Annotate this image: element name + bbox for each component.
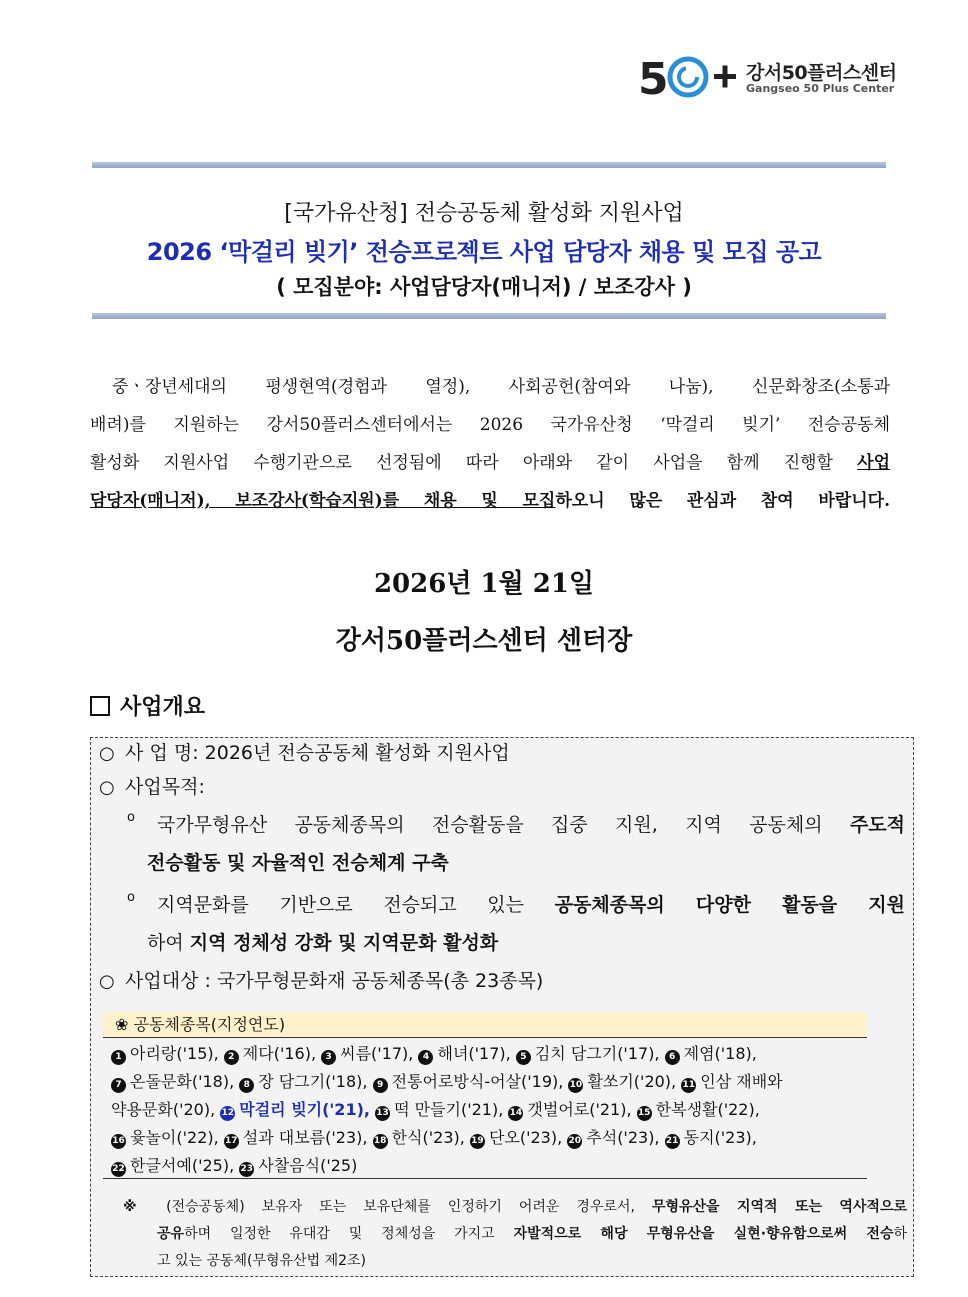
header-line1: [국가유산청] 전승공동체 활성화 지원사업 — [284, 201, 684, 226]
intro-line: 중ㆍ장년세대의 평생현역(경험과 열정), 사회공헌(참여와 나눔), 신문화창조(소통과 — [112, 377, 890, 397]
number-badge-icon: 7 — [111, 1078, 126, 1093]
intro-paragraph — [90, 368, 890, 520]
item-text: 윷놀이('22), — [130, 1128, 219, 1147]
purpose-line — [157, 810, 905, 837]
number-badge-icon: 19 — [470, 1134, 485, 1149]
number-badge-icon: 10 — [568, 1078, 583, 1093]
item-text: 전통어로방식-어살('19), — [391, 1072, 564, 1091]
list-item — [321, 1044, 413, 1063]
overview-purpose-row — [99, 772, 205, 799]
item-text: 제다('16), — [242, 1044, 317, 1063]
item-text: 설과 대보름('23), — [242, 1128, 368, 1147]
list-item — [375, 1100, 503, 1119]
row-value: : 2026년 전승공동체 활성화 지원사업 — [192, 742, 510, 764]
number-badge-icon: 3 — [321, 1050, 336, 1065]
signer: 강서50플러스센터 센터장 — [335, 626, 633, 656]
footnote-line: 고 있는 공동체(무형유산법 제2조) — [157, 1253, 366, 1269]
item-text: 막걸리 빚기('21), — [239, 1100, 370, 1119]
row-value: : 국가무형문화재 공동체종목(총 23종목) — [204, 970, 544, 992]
items-list — [111, 1040, 867, 1180]
logo-name-ko: 강서50플러스센터 — [746, 62, 897, 84]
purpose-text: 지역문화를 기반으로 전승되고 있는 — [157, 894, 525, 916]
logo-name-en: Gangseo 50 Plus Center — [746, 82, 895, 95]
center-logo — [638, 52, 908, 106]
list-item — [111, 1128, 219, 1147]
circle-bullet-icon: ○ — [99, 777, 115, 798]
purpose-emphasis: 지역 정체성 강화 및 지역문화 활성화 — [189, 932, 499, 954]
item-text: 한식('23), — [391, 1128, 465, 1147]
list-item — [508, 1100, 631, 1119]
note-text: (전승공동체) 보유자 또는 보유단체를 인정하기 어려운 경우로서, — [166, 1199, 635, 1215]
overview-target-row — [99, 966, 543, 993]
intro-text: 활성화 지원사업 수행기관으로 선정됨에 따라 아래와 같이 사업을 함께 진행할 — [90, 453, 833, 473]
item-text: 제염('18), — [683, 1044, 757, 1063]
purpose-emphasis: 전승활동 및 자율적인 전승체계 구축 — [147, 852, 449, 874]
small-circle-bullet-icon: o — [127, 810, 135, 825]
top-divider — [92, 162, 886, 168]
number-badge-icon: 23 — [239, 1162, 254, 1177]
items-line — [111, 1124, 867, 1152]
intro-text: 하오니 많은 관심과 참여 바랍니다. — [555, 491, 890, 511]
number-badge-icon: 1 — [111, 1050, 126, 1065]
item-text: 장 담그기('18), — [258, 1072, 368, 1091]
list-item — [681, 1072, 782, 1091]
note-emphasis: 공유 — [157, 1226, 185, 1242]
items-header-label: 공동체종목(지정연도) — [133, 1015, 286, 1034]
small-circle-bullet-icon: o — [127, 890, 135, 905]
item-text: 씨름('17), — [340, 1044, 414, 1063]
list-item — [516, 1044, 660, 1063]
note-mark: ※ — [123, 1199, 150, 1215]
list-item — [665, 1128, 757, 1147]
checkbox-square-icon — [90, 696, 110, 716]
note-emphasis: 무형유산을 지역적 또는 역사적으로 — [651, 1199, 908, 1215]
item-text: 사찰음식('25) — [258, 1156, 358, 1175]
list-item — [239, 1156, 357, 1175]
items-header — [103, 1012, 867, 1038]
items-line — [111, 1096, 867, 1124]
list-item — [470, 1128, 562, 1147]
header-recruit-field: ( 모집분야: 사업담당자(매니저) / 보조강사 ) — [276, 275, 692, 299]
intro-line: 배려)를 지원하는 강서50플러스센터에서는 2026 국가유산청 ‘막걸리 빚기’ 전승공동체 — [90, 415, 890, 435]
number-badge-icon: 21 — [665, 1134, 680, 1149]
overview-box — [90, 737, 914, 1277]
number-badge-icon: 22 — [111, 1162, 126, 1177]
intro-emphasis: 담당자(매니저), 보조강사(학습지원)를 채용 및 모집 — [90, 491, 556, 511]
number-badge-icon: 18 — [373, 1134, 388, 1149]
list-item-highlight — [220, 1100, 370, 1119]
list-item — [418, 1044, 510, 1063]
footnote — [123, 1194, 907, 1275]
row-label: 사 업 명 — [125, 742, 193, 764]
circle-bullet-icon: ○ — [99, 971, 115, 992]
purpose-line — [157, 890, 905, 917]
item-text: 해녀('17), — [437, 1044, 511, 1063]
item-text: 추석('23), — [586, 1128, 660, 1147]
intro-line — [90, 444, 890, 482]
bottom-divider — [92, 313, 886, 319]
list-item — [665, 1044, 757, 1063]
item-text: 단오('23), — [488, 1128, 563, 1147]
item-text: 아리랑('15), — [130, 1044, 219, 1063]
intro-emphasis: 사업 — [857, 453, 891, 473]
purpose-emphasis: 공동체종목의 다양한 활동을 지원 — [554, 894, 905, 916]
intro-line — [90, 482, 890, 520]
purpose-text: 국가무형유산 공동체종목의 전승활동을 집중 지원, 지역 공동체의 — [157, 814, 823, 836]
item-text: 온돌문화('18), — [130, 1072, 235, 1091]
item-text: 활쏘기('20), — [587, 1072, 677, 1091]
number-badge-icon: 17 — [224, 1134, 239, 1149]
list-item — [568, 1072, 676, 1091]
item-text: 약용문화('20), — [111, 1100, 216, 1119]
row-label: 사업목적: — [125, 776, 205, 798]
list-item — [111, 1156, 234, 1175]
item-text: 갯벌어로('21), — [527, 1100, 632, 1119]
section-heading — [90, 690, 205, 721]
svg-text:5: 5 — [638, 54, 669, 102]
section-title: 사업개요 — [120, 695, 206, 720]
number-badge-icon: 15 — [637, 1106, 652, 1121]
item-text: 한글서예('25), — [130, 1156, 235, 1175]
list-item — [637, 1100, 760, 1119]
number-badge-icon: 14 — [508, 1106, 523, 1121]
number-badge-icon: 13 — [375, 1106, 390, 1121]
list-item — [224, 1128, 368, 1147]
item-text: 한복생활('22), — [655, 1100, 760, 1119]
item-text: 김치 담그기('17), — [534, 1044, 660, 1063]
item-text: 인삼 재배와 — [700, 1072, 783, 1091]
list-item — [567, 1128, 659, 1147]
footnote-line — [123, 1221, 907, 1248]
purpose-emphasis: 주도적 — [849, 814, 905, 836]
number-badge-icon: 9 — [373, 1078, 388, 1093]
number-badge-icon: 12 — [220, 1106, 235, 1121]
note-text: 하며 일정한 유대감 및 정체성을 가지고 — [184, 1226, 495, 1242]
overview-name-row — [99, 738, 510, 765]
page-title: 2026 ‘막걸리 빚기’ 전승프로젝트 사업 담당자 채용 및 모집 공고 — [146, 238, 822, 266]
item-text: 동지('23), — [683, 1128, 757, 1147]
list-item — [224, 1044, 316, 1063]
list-item — [239, 1072, 367, 1091]
number-badge-icon: 16 — [111, 1134, 126, 1149]
list-item — [111, 1044, 219, 1063]
note-emphasis: 자발적으로 해당 무형유산을 실현·향유함으로써 전승 — [513, 1226, 894, 1242]
number-badge-icon: 5 — [516, 1050, 531, 1065]
row-label: 사업대상 — [125, 970, 199, 992]
items-line — [111, 1152, 867, 1180]
number-badge-icon: 4 — [418, 1050, 433, 1065]
number-badge-icon: 8 — [239, 1078, 254, 1093]
items-bottom-rule — [103, 1178, 867, 1179]
purpose-line — [147, 848, 449, 875]
list-item — [373, 1128, 465, 1147]
logo-mark-icon — [638, 52, 742, 102]
item-text: 떡 만들기('21), — [394, 1100, 504, 1119]
footnote-line — [123, 1194, 907, 1221]
circle-bullet-icon: ○ — [99, 743, 115, 764]
purpose-line — [147, 928, 498, 955]
number-badge-icon: 20 — [567, 1134, 582, 1149]
items-line — [111, 1040, 867, 1068]
flower-icon: ❀ — [115, 1015, 129, 1034]
note-text: 하 — [893, 1226, 908, 1242]
items-line — [111, 1068, 867, 1096]
announcement-date: 2026년 1월 21일 — [373, 569, 595, 599]
number-badge-icon: 6 — [665, 1050, 680, 1065]
purpose-text: 하여 — [147, 932, 184, 954]
list-item — [373, 1072, 564, 1091]
number-badge-icon: 2 — [224, 1050, 239, 1065]
number-badge-icon: 11 — [681, 1078, 696, 1093]
list-item — [111, 1072, 234, 1091]
